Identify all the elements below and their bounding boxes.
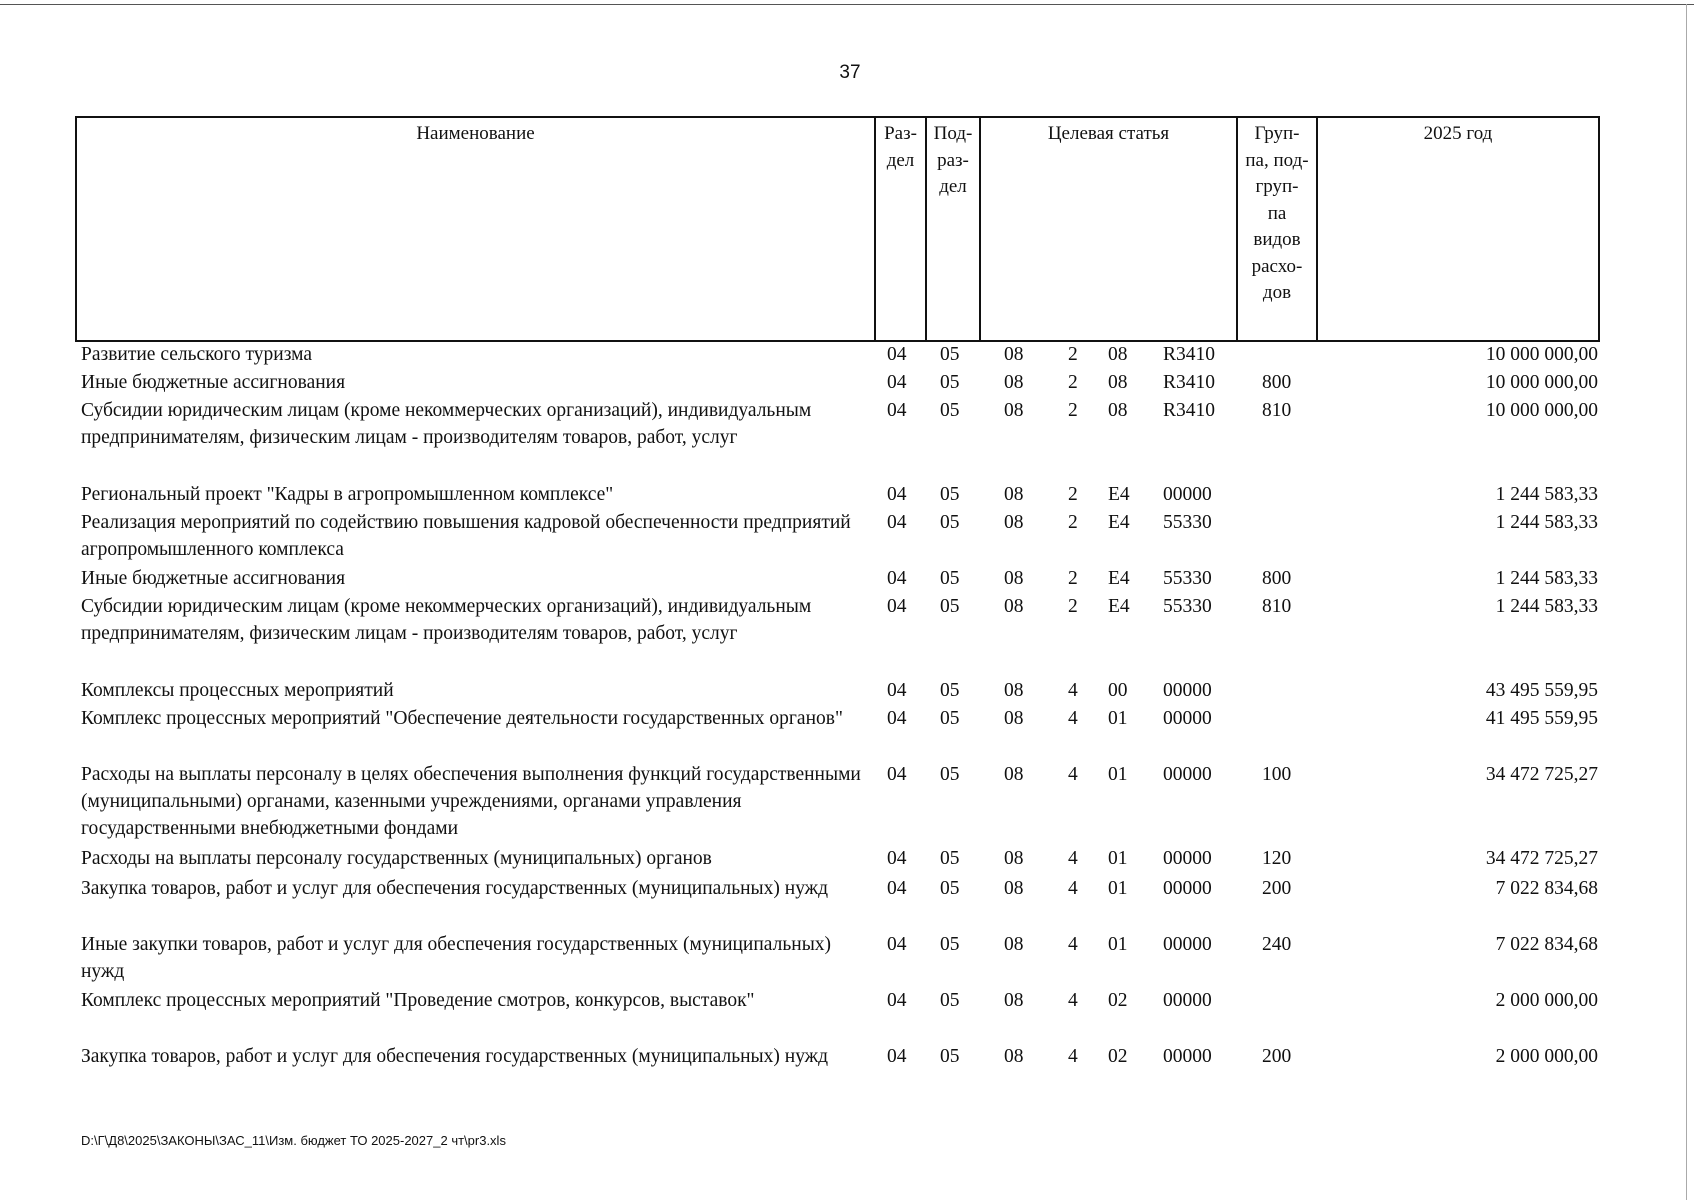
target-part3-cell: 00 (1108, 680, 1128, 701)
row-name: Комплекс процессных мероприятий "Обеспечение деятельности государственных органов" (81, 708, 843, 729)
target-part1-cell: 08 (1004, 568, 1024, 589)
subsection-cell: 05 (940, 878, 960, 899)
target-part2-cell: 4 (1068, 990, 1078, 1011)
target-code-cell: 55330 (1163, 512, 1212, 533)
amount-cell: 10 000 000,00 (1485, 372, 1598, 393)
subsection-cell: 05 (940, 372, 960, 393)
target-code-cell: 00000 (1163, 848, 1212, 869)
subsection-cell: 05 (940, 708, 960, 729)
target-part2-cell: 4 (1068, 848, 1078, 869)
target-part1-cell: 08 (1004, 400, 1024, 421)
target-part1-cell: 08 (1004, 484, 1024, 505)
row-name: Субсидии юридическим лицам (кроме некоммерческих организаций), индивидуальным предпринимателям, физическим лицам - производителям товаров, работ, услуг (81, 400, 812, 448)
target-part3-cell: 01 (1108, 878, 1128, 899)
amount-cell: 1 244 583,33 (1495, 596, 1598, 617)
page-number: 37 (839, 62, 861, 83)
row-name: Иные закупки товаров, работ и услуг для обеспечения государственных (муниципальных) нужд (81, 934, 832, 982)
target-part1-cell: 08 (1004, 372, 1024, 393)
section-cell: 04 (887, 568, 907, 589)
expense-group-cell: 100 (1262, 764, 1292, 785)
section-cell: 04 (887, 512, 907, 533)
target-part3-cell: 01 (1108, 848, 1128, 869)
target-part3-cell: E4 (1108, 596, 1130, 617)
target-part3-cell: E4 (1108, 568, 1130, 589)
amount-cell: 7 022 834,68 (1495, 934, 1598, 955)
section-cell: 04 (887, 764, 907, 785)
section-cell: 04 (887, 878, 907, 899)
target-part2-cell: 2 (1068, 596, 1078, 617)
target-part1-cell: 08 (1004, 680, 1024, 701)
section-cell: 04 (887, 708, 907, 729)
target-code-cell: 00000 (1163, 680, 1212, 701)
target-part1-cell: 08 (1004, 878, 1024, 899)
target-part1-cell: 08 (1004, 990, 1024, 1011)
target-code-cell: R3410 (1163, 344, 1216, 365)
expense-group-cell: 120 (1262, 848, 1292, 869)
target-part1-cell: 08 (1004, 764, 1024, 785)
row-name: Иные бюджетные ассигнования (81, 568, 346, 589)
amount-cell: 2 000 000,00 (1495, 1046, 1598, 1067)
row-name: Закупка товаров, работ и услуг для обеспечения государственных (муниципальных) нужд (81, 1046, 829, 1067)
target-code-cell: 00000 (1163, 764, 1212, 785)
target-code-cell: 55330 (1163, 568, 1212, 589)
expense-group-cell: 200 (1262, 878, 1292, 899)
target-part3-cell: 01 (1108, 934, 1128, 955)
target-part3-cell: E4 (1108, 512, 1130, 533)
target-part3-cell: 02 (1108, 990, 1128, 1011)
amount-cell: 1 244 583,33 (1495, 568, 1598, 589)
target-part2-cell: 2 (1068, 344, 1078, 365)
target-code-cell: R3410 (1163, 372, 1216, 393)
row-name: Субсидии юридическим лицам (кроме некоммерческих организаций), индивидуальным предпринимателям, физическим лицам - производителям товаров, работ, услуг (81, 596, 812, 644)
target-part2-cell: 4 (1068, 934, 1078, 955)
target-code-cell: 00000 (1163, 934, 1212, 955)
subsection-cell: 05 (940, 484, 960, 505)
row-name: Иные бюджетные ассигнования (81, 372, 346, 393)
target-part2-cell: 4 (1068, 708, 1078, 729)
amount-cell: 34 472 725,27 (1485, 764, 1598, 785)
target-part1-cell: 08 (1004, 512, 1024, 533)
row-name: Закупка товаров, работ и услуг для обеспечения государственных (муниципальных) нужд (81, 878, 829, 899)
target-code-cell: 55330 (1163, 596, 1212, 617)
target-part1-cell: 08 (1004, 708, 1024, 729)
header-section: Раз- дел (874, 116, 927, 342)
amount-cell: 10 000 000,00 (1485, 344, 1598, 365)
subsection-cell: 05 (940, 848, 960, 869)
target-part3-cell: 08 (1108, 372, 1128, 393)
amount-cell: 2 000 000,00 (1495, 990, 1598, 1011)
subsection-cell: 05 (940, 680, 960, 701)
section-cell: 04 (887, 848, 907, 869)
amount-cell: 34 472 725,27 (1485, 848, 1598, 869)
amount-cell: 41 495 559,95 (1485, 708, 1598, 729)
expense-group-cell: 240 (1262, 934, 1292, 955)
target-part2-cell: 4 (1068, 764, 1078, 785)
target-part2-cell: 2 (1068, 484, 1078, 505)
target-part2-cell: 2 (1068, 512, 1078, 533)
target-part3-cell: E4 (1108, 484, 1130, 505)
row-name: Региональный проект "Кадры в агропромышленном комплексе" (81, 484, 614, 505)
subsection-cell: 05 (940, 990, 960, 1011)
right-border-line (1686, 4, 1687, 1200)
target-code-cell: 00000 (1163, 990, 1212, 1011)
section-cell: 04 (887, 596, 907, 617)
header-target-article: Целевая статья (979, 116, 1238, 342)
section-cell: 04 (887, 372, 907, 393)
amount-cell: 1 244 583,33 (1495, 484, 1598, 505)
row-name: Комплексы процессных мероприятий (81, 680, 394, 701)
target-part1-cell: 08 (1004, 934, 1024, 955)
subsection-cell: 05 (940, 512, 960, 533)
subsection-cell: 05 (940, 568, 960, 589)
target-code-cell: R3410 (1163, 400, 1216, 421)
header-year-2025: 2025 год (1316, 116, 1600, 342)
target-part2-cell: 2 (1068, 400, 1078, 421)
subsection-cell: 05 (940, 934, 960, 955)
expense-group-cell: 800 (1262, 568, 1292, 589)
target-part3-cell: 01 (1108, 764, 1128, 785)
target-code-cell: 00000 (1163, 484, 1212, 505)
expense-group-cell: 810 (1262, 596, 1292, 617)
top-border-line (0, 4, 1694, 5)
amount-cell: 10 000 000,00 (1485, 400, 1598, 421)
header-expense-group: Груп- па, под- груп- па видов расхо- дов (1236, 116, 1318, 342)
expense-group-cell: 810 (1262, 400, 1292, 421)
amount-cell: 1 244 583,33 (1495, 512, 1598, 533)
target-part1-cell: 08 (1004, 848, 1024, 869)
target-part2-cell: 2 (1068, 372, 1078, 393)
section-cell: 04 (887, 484, 907, 505)
target-part1-cell: 08 (1004, 596, 1024, 617)
header-subsection: Под- раз- дел (925, 116, 981, 342)
target-part2-cell: 4 (1068, 680, 1078, 701)
target-part2-cell: 4 (1068, 878, 1078, 899)
subsection-cell: 05 (940, 344, 960, 365)
subsection-cell: 05 (940, 764, 960, 785)
target-part1-cell: 08 (1004, 1046, 1024, 1067)
subsection-cell: 05 (940, 400, 960, 421)
target-part3-cell: 08 (1108, 400, 1128, 421)
target-code-cell: 00000 (1163, 1046, 1212, 1067)
footer-file-path: D:\Г\Д8\2025\ЗАКОНЫ\ЗАС_11\Изм. бюджет ТО 2025-2027_2 чт\pr3.xls (81, 1133, 506, 1148)
row-name: Расходы на выплаты персоналу государственных (муниципальных) органов (81, 848, 712, 869)
expense-group-cell: 800 (1262, 372, 1292, 393)
amount-cell: 7 022 834,68 (1495, 878, 1598, 899)
header-name: Наименование (75, 116, 876, 342)
section-cell: 04 (887, 990, 907, 1011)
expense-group-cell: 200 (1262, 1046, 1292, 1067)
target-code-cell: 00000 (1163, 708, 1212, 729)
section-cell: 04 (887, 344, 907, 365)
row-name: Реализация мероприятий по содействию повышения кадровой обеспеченности предприятий агропромышленного комплекса (81, 512, 851, 560)
amount-cell: 43 495 559,95 (1485, 680, 1598, 701)
target-part1-cell: 08 (1004, 344, 1024, 365)
target-part2-cell: 2 (1068, 568, 1078, 589)
target-part3-cell: 08 (1108, 344, 1128, 365)
subsection-cell: 05 (940, 1046, 960, 1067)
target-part2-cell: 4 (1068, 1046, 1078, 1067)
target-code-cell: 00000 (1163, 878, 1212, 899)
section-cell: 04 (887, 400, 907, 421)
target-part3-cell: 02 (1108, 1046, 1128, 1067)
section-cell: 04 (887, 934, 907, 955)
section-cell: 04 (887, 1046, 907, 1067)
section-cell: 04 (887, 680, 907, 701)
subsection-cell: 05 (940, 596, 960, 617)
target-part3-cell: 01 (1108, 708, 1128, 729)
row-name: Комплекс процессных мероприятий "Проведение смотров, конкурсов, выставок" (81, 990, 755, 1011)
row-name: Развитие сельского туризма (81, 344, 313, 365)
row-name: Расходы на выплаты персоналу в целях обеспечения выполнения функций государственными (муниципальными) органами, казенными учреждениями, органами управления государственными внебюджетными фондами (81, 764, 861, 839)
